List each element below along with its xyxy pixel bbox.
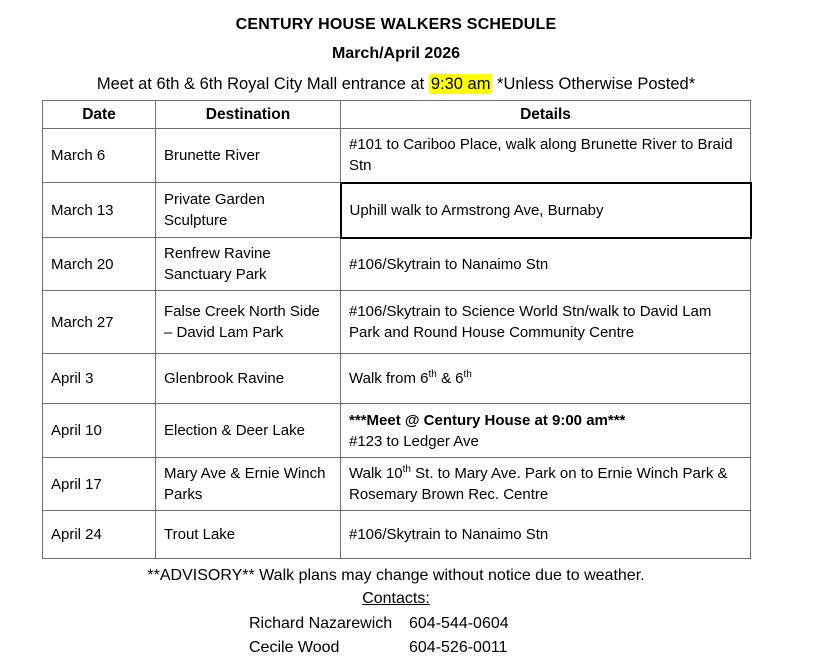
table-row <box>43 129 751 183</box>
date-cell: March 13 <box>43 183 156 238</box>
table-row <box>43 458 751 511</box>
destination-cell: Glenbrook Ravine <box>156 354 341 404</box>
date-cell: March 20 <box>43 238 156 291</box>
contacts-list <box>249 612 511 660</box>
page-title: CENTURY HOUSE WALKERS SCHEDULE <box>235 16 557 33</box>
details-cell <box>341 354 751 404</box>
date-cell: April 10 <box>43 404 156 458</box>
details-line: #106/Skytrain to Science World Stn/walk to David Lam Park and Round House Community Centre <box>349 303 712 341</box>
table-row <box>43 183 751 238</box>
table-header-row <box>43 101 751 129</box>
contact-phone: 604-544-0604 <box>409 615 509 632</box>
destination-cell: Renfrew Ravine Sanctuary Park <box>156 238 341 291</box>
details-line: #123 to Ledger Ave <box>349 432 479 450</box>
contacts-heading: Contacts: <box>362 590 430 607</box>
destination-cell: Trout Lake <box>156 511 341 559</box>
details-line: Walk 10th St. to Mary Ave. Park on to Ernie Winch Park & Rosemary Brown Rec. Centre <box>349 464 728 503</box>
document-page <box>42 0 750 660</box>
details-line: ***Meet @ Century House at 9:00 am*** <box>349 411 626 429</box>
meet-line-prefix: Meet at 6th & 6th Royal City Mall entrance at <box>96 75 429 93</box>
table-row <box>43 238 751 291</box>
page-subtitle: March/April 2026 <box>331 45 461 62</box>
table-row <box>43 291 751 354</box>
details-cell <box>341 404 751 458</box>
destination-cell: False Creek North Side – David Lam Park <box>156 291 341 354</box>
highlighted-meet-time: 9:30 am <box>430 75 491 93</box>
details-cell <box>341 183 751 238</box>
details-line: #101 to Cariboo Place, walk along Brunette River to Braid Stn <box>349 136 733 175</box>
column-header-details: Details <box>341 101 751 129</box>
contact-phone: 604-526-0011 <box>409 639 508 656</box>
contact-row <box>249 636 511 660</box>
advisory-note: **ADVISORY** Walk plans may change without notice due to weather. <box>147 567 645 584</box>
date-cell: April 3 <box>43 354 156 404</box>
destination-cell: Brunette River <box>156 129 341 183</box>
destination-cell: Election & Deer Lake <box>156 404 341 458</box>
details-cell <box>341 291 751 354</box>
date-cell: April 24 <box>43 511 156 559</box>
date-cell: March 6 <box>43 129 156 183</box>
details-line: Walk from 6th & 6th <box>349 369 472 387</box>
destination-cell: Private Garden Sculpture <box>156 183 341 238</box>
destination-cell: Mary Ave & Ernie Winch Parks <box>156 458 341 511</box>
contact-name: Richard Nazarewich <box>249 615 393 632</box>
details-cell <box>341 458 751 511</box>
details-cell <box>341 129 751 183</box>
contact-row <box>249 612 511 636</box>
column-header-date: Date <box>43 101 156 129</box>
contact-name: Cecile Wood <box>249 639 340 656</box>
details-cell <box>341 238 751 291</box>
column-header-destination: Destination <box>156 101 341 129</box>
date-cell: March 27 <box>43 291 156 354</box>
meeting-info-line <box>42 75 750 94</box>
table-row <box>43 354 751 404</box>
table-row <box>43 404 751 458</box>
details-line: Uphill walk to Armstrong Ave, Burnaby <box>349 201 604 219</box>
meet-line-suffix: *Unless Otherwise Posted* <box>492 75 696 93</box>
details-line: #106/Skytrain to Nanaimo Stn <box>349 255 549 273</box>
table-row <box>43 511 751 559</box>
details-line: #106/Skytrain to Nanaimo Stn <box>349 526 549 543</box>
details-cell <box>341 511 751 559</box>
walk-schedule-table <box>42 100 752 559</box>
date-cell: April 17 <box>43 458 156 511</box>
